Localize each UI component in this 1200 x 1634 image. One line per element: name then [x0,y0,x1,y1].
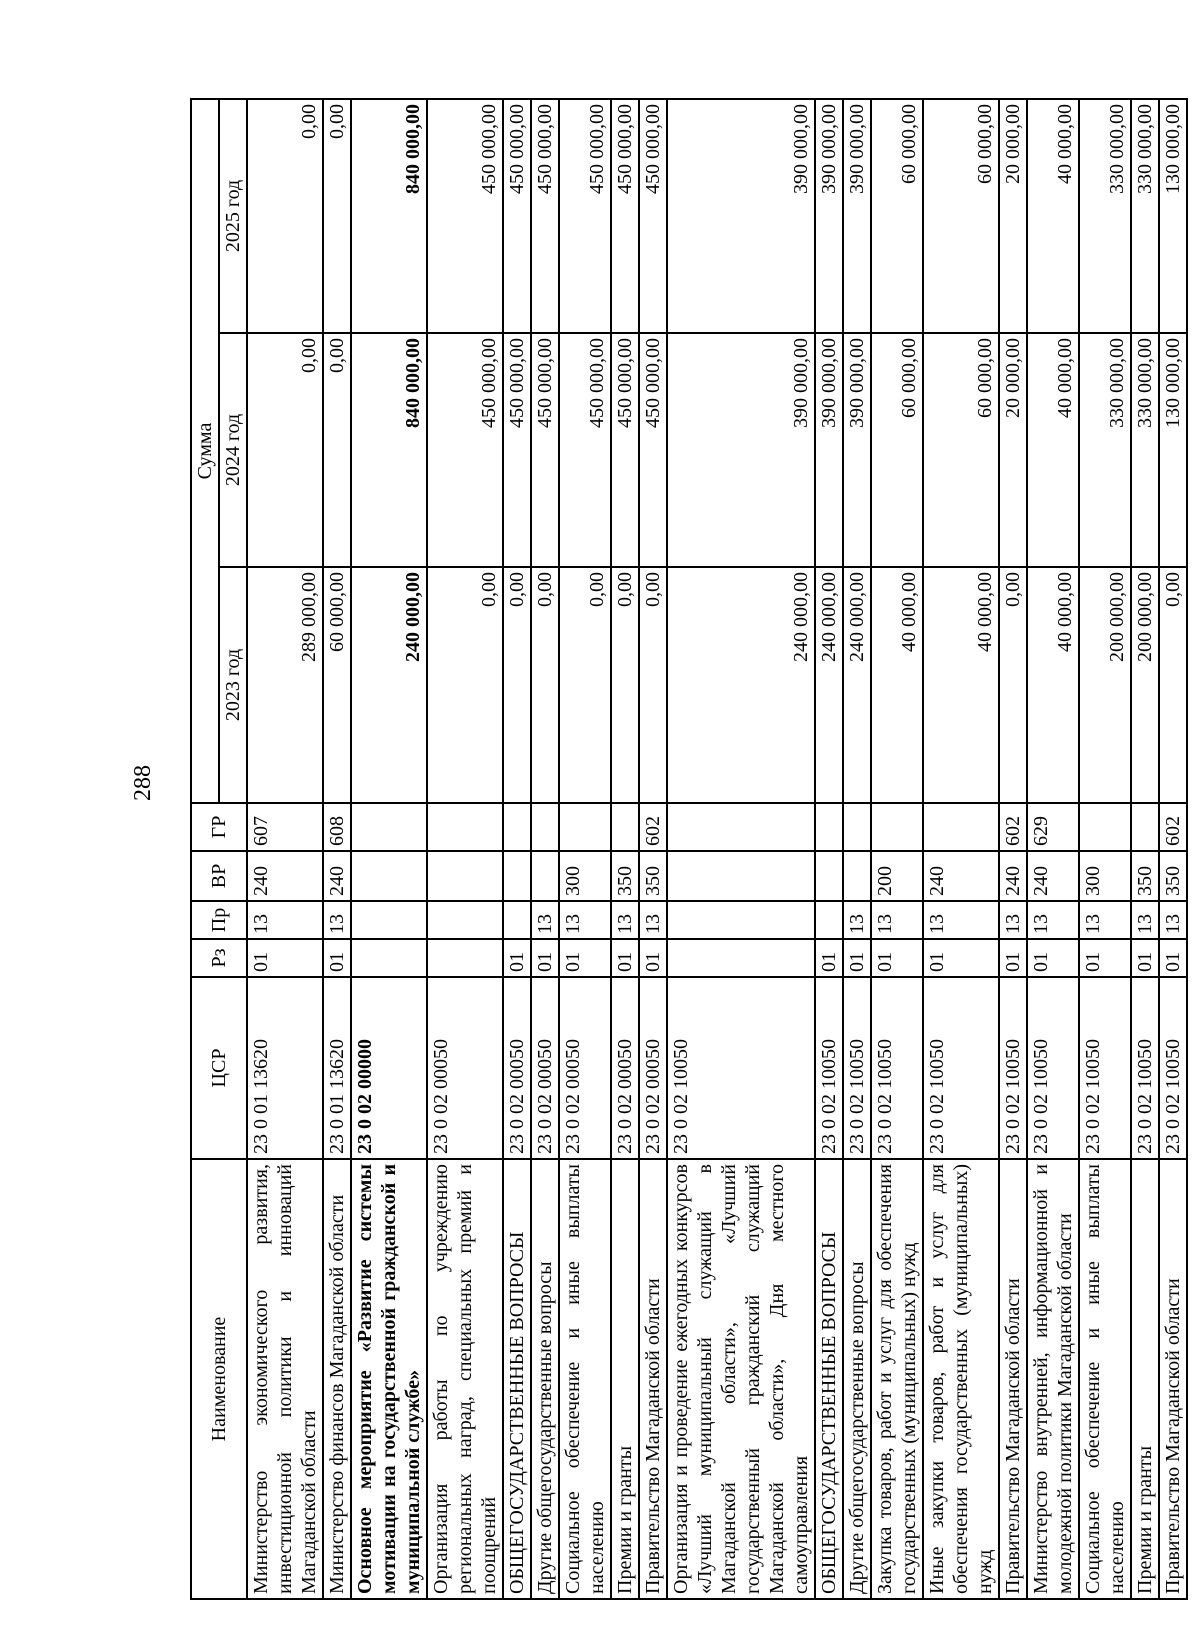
cell-2025: 60 000,00 [871,99,923,333]
cell-2023: 40 000,00 [923,567,999,803]
cell-2024: 60 000,00 [923,333,999,567]
cell-2023: 0,00 [427,567,503,803]
cell-2025: 330 000,00 [1079,99,1131,333]
budget-table [190,98,1188,1600]
cell-2024: 450 000,00 [531,333,559,567]
table-row [1079,99,1131,1599]
cell-gr [427,803,503,851]
cell-2025: 20 000,00 [999,99,1027,333]
cell-name: ОБЩЕГОСУДАРСТВЕННЫЕ ВОПРОСЫ [815,1159,843,1599]
cell-2023: 240 000,00 [351,567,427,803]
cell-2023: 200 000,00 [1131,567,1159,803]
cell-2025: 450 000,00 [639,99,667,333]
table-row [323,99,351,1599]
cell-pr: 13 [531,901,559,939]
table-row [351,99,427,1599]
cell-2025: 390 000,00 [667,99,815,333]
page-number: 288 [130,765,156,801]
cell-csr: 23 0 02 00050 [427,977,503,1159]
cell-2024: 840 000,00 [351,333,427,567]
cell-name: Премии и гранты [611,1159,639,1599]
cell-vr: 300 [559,851,611,901]
cell-name: Другие общегосударственные вопросы [843,1159,871,1599]
cell-2023: 0,00 [611,567,639,803]
cell-vr [667,851,815,901]
cell-vr: 240 [923,851,999,901]
cell-vr: 350 [611,851,639,901]
cell-pr [667,901,815,939]
cell-csr: 23 0 02 00050 [639,977,667,1159]
cell-2025: 450 000,00 [503,99,531,333]
cell-pr: 13 [323,901,351,939]
table-row [1131,99,1159,1599]
cell-2025: 450 000,00 [427,99,503,333]
cell-pr: 13 [999,901,1027,939]
cell-csr: 23 0 02 00050 [559,977,611,1159]
cell-rz: 01 [503,939,531,977]
header-2024: 2024 год [219,333,247,567]
header-pr: Пр [191,901,247,939]
table-row [1027,99,1079,1599]
cell-rz: 01 [871,939,923,977]
cell-rz: 01 [247,939,323,977]
header-sum: Сумма [191,99,219,803]
cell-pr: 13 [611,901,639,939]
cell-csr: 23 0 02 10050 [1079,977,1131,1159]
cell-csr: 23 0 02 10050 [667,977,815,1159]
cell-2025: 0,00 [247,99,323,333]
cell-vr [843,851,871,901]
table-row [531,99,559,1599]
cell-pr [427,901,503,939]
cell-vr [503,851,531,901]
cell-pr: 13 [1159,901,1187,939]
cell-rz: 01 [815,939,843,977]
header-2025: 2025 год [219,99,247,333]
cell-gr [923,803,999,851]
cell-name: Министерство внутренней, информационной и молодежной политики Магаданской области [1027,1159,1079,1599]
cell-pr: 13 [559,901,611,939]
cell-name: ОБЩЕГОСУДАРСТВЕННЫЕ ВОПРОСЫ [503,1159,531,1599]
cell-pr: 13 [871,901,923,939]
cell-gr: 602 [999,803,1027,851]
cell-csr: 23 0 01 13620 [247,977,323,1159]
cell-pr [815,901,843,939]
cell-vr [427,851,503,901]
cell-csr: 23 0 02 10050 [923,977,999,1159]
cell-rz: 01 [1159,939,1187,977]
cell-2024: 450 000,00 [639,333,667,567]
table-row [503,99,531,1599]
cell-gr: 602 [1159,803,1187,851]
header-name: Наименование [191,1159,247,1599]
cell-csr: 23 0 02 00000 [351,977,427,1159]
cell-gr [351,803,427,851]
cell-csr: 23 0 02 10050 [1131,977,1159,1159]
cell-2025: 390 000,00 [815,99,843,333]
cell-vr: 200 [871,851,923,901]
cell-2023: 40 000,00 [1027,567,1079,803]
cell-name: Основное мероприятие «Развитие системы мотивации на государственной гражданской и муниципальной службе» [351,1159,427,1599]
cell-rz [351,939,427,977]
table-body [247,99,1187,1599]
cell-gr [1079,803,1131,851]
cell-2025: 0,00 [323,99,351,333]
cell-vr: 240 [1027,851,1079,901]
cell-2024: 450 000,00 [427,333,503,567]
header-csr: ЦСР [191,977,247,1159]
table-row [639,99,667,1599]
cell-vr: 350 [639,851,667,901]
cell-gr [559,803,611,851]
cell-csr: 23 0 02 10050 [815,977,843,1159]
cell-2025: 60 000,00 [923,99,999,333]
cell-vr: 240 [999,851,1027,901]
cell-csr: 23 0 02 00050 [503,977,531,1159]
cell-vr [531,851,559,901]
cell-name: Организация и проведение ежегодных конкурсов «Лучший муниципальный служащий в Магаданской области», «Лучший государственный гражданский служащий Магаданской области», Дня местного самоуправления [667,1159,815,1599]
table-row [1159,99,1187,1599]
cell-pr: 13 [843,901,871,939]
header-2023: 2023 год [219,567,247,803]
cell-gr: 607 [247,803,323,851]
cell-csr: 23 0 01 13620 [323,977,351,1159]
cell-pr: 13 [1131,901,1159,939]
table-row [247,99,323,1599]
table-row [815,99,843,1599]
header-gr: ГР [191,803,247,851]
cell-gr [531,803,559,851]
cell-name: Социальное обеспечение и иные выплаты населению [1079,1159,1131,1599]
cell-2023: 289 000,00 [247,567,323,803]
cell-rz [667,939,815,977]
cell-2024: 330 000,00 [1131,333,1159,567]
table-row [667,99,815,1599]
cell-2024: 0,00 [323,333,351,567]
cell-2025: 450 000,00 [531,99,559,333]
cell-2024: 0,00 [247,333,323,567]
cell-2023: 240 000,00 [667,567,815,803]
cell-csr: 23 0 02 10050 [1027,977,1079,1159]
cell-2025: 40 000,00 [1027,99,1079,333]
cell-rz: 01 [1131,939,1159,977]
cell-gr: 602 [639,803,667,851]
cell-2024: 450 000,00 [503,333,531,567]
cell-rz: 01 [1027,939,1079,977]
cell-name: Иные закупки товаров, работ и услуг для обеспечения государственных (муниципальных) нужд [923,1159,999,1599]
cell-2023: 200 000,00 [1079,567,1131,803]
cell-gr [871,803,923,851]
cell-vr [815,851,843,901]
cell-2024: 390 000,00 [667,333,815,567]
table-row [871,99,923,1599]
cell-2023: 0,00 [999,567,1027,803]
cell-vr [351,851,427,901]
cell-rz: 01 [639,939,667,977]
cell-2023: 40 000,00 [871,567,923,803]
cell-2024: 390 000,00 [843,333,871,567]
cell-rz: 01 [559,939,611,977]
cell-rz: 01 [923,939,999,977]
cell-vr: 300 [1079,851,1131,901]
cell-name: Премии и гранты [1131,1159,1159,1599]
cell-2023: 0,00 [559,567,611,803]
cell-vr: 240 [323,851,351,901]
rotated-table-container [190,100,1184,1600]
cell-2023: 0,00 [503,567,531,803]
cell-2024: 450 000,00 [559,333,611,567]
cell-gr [503,803,531,851]
cell-2024: 330 000,00 [1079,333,1131,567]
table-row [427,99,503,1599]
cell-gr [815,803,843,851]
header-rz: Рз [191,939,247,977]
cell-gr: 608 [323,803,351,851]
cell-2024: 450 000,00 [611,333,639,567]
cell-name: Закупка товаров, работ и услуг для обеспечения государственных (муниципальных) нужд [871,1159,923,1599]
cell-csr: 23 0 02 10050 [843,977,871,1159]
table-row [999,99,1027,1599]
cell-2025: 840 000,00 [351,99,427,333]
cell-gr: 629 [1027,803,1079,851]
table-row [611,99,639,1599]
cell-2025: 450 000,00 [611,99,639,333]
cell-gr [843,803,871,851]
cell-name: Министерство экономического развития, инвестиционной политики и инноваций Магаданской области [247,1159,323,1599]
cell-2025: 390 000,00 [843,99,871,333]
cell-2023: 0,00 [1159,567,1187,803]
cell-rz: 01 [999,939,1027,977]
cell-vr: 350 [1159,851,1187,901]
cell-pr: 13 [1079,901,1131,939]
cell-csr: 23 0 02 10050 [999,977,1027,1159]
cell-2023: 60 000,00 [323,567,351,803]
cell-pr [351,901,427,939]
cell-rz: 01 [611,939,639,977]
cell-2023: 240 000,00 [843,567,871,803]
cell-vr: 240 [247,851,323,901]
cell-2023: 240 000,00 [815,567,843,803]
cell-2025: 330 000,00 [1131,99,1159,333]
cell-name: Правительство Магаданской области [999,1159,1027,1599]
cell-name: Другие общегосударственные вопросы [531,1159,559,1599]
cell-2024: 60 000,00 [871,333,923,567]
cell-2023: 0,00 [531,567,559,803]
cell-2024: 390 000,00 [815,333,843,567]
cell-2025: 130 000,00 [1159,99,1187,333]
cell-rz: 01 [1079,939,1131,977]
cell-csr: 23 0 02 10050 [1159,977,1187,1159]
cell-pr: 13 [1027,901,1079,939]
table-row [843,99,871,1599]
cell-2023: 0,00 [639,567,667,803]
cell-csr: 23 0 02 00050 [611,977,639,1159]
cell-pr: 13 [639,901,667,939]
cell-gr [1131,803,1159,851]
cell-name: Организация работы по учреждению региональных наград, специальных премий и поощрений [427,1159,503,1599]
cell-2024: 130 000,00 [1159,333,1187,567]
cell-rz [427,939,503,977]
cell-vr: 350 [1131,851,1159,901]
cell-name: Социальное обеспечение и иные выплаты населению [559,1159,611,1599]
cell-pr [503,901,531,939]
cell-pr: 13 [923,901,999,939]
table-header [191,99,247,1599]
cell-gr [667,803,815,851]
cell-gr [611,803,639,851]
header-vr: ВР [191,851,247,901]
cell-name: Правительство Магаданской области [639,1159,667,1599]
cell-rz: 01 [531,939,559,977]
cell-rz: 01 [323,939,351,977]
cell-csr: 23 0 02 10050 [871,977,923,1159]
table-row [559,99,611,1599]
cell-name: Правительство Магаданской области [1159,1159,1187,1599]
cell-2024: 40 000,00 [1027,333,1079,567]
cell-2025: 450 000,00 [559,99,611,333]
cell-csr: 23 0 02 00050 [531,977,559,1159]
cell-pr: 13 [247,901,323,939]
cell-2024: 20 000,00 [999,333,1027,567]
cell-name: Министерство финансов Магаданской области [323,1159,351,1599]
cell-rz: 01 [843,939,871,977]
table-row [923,99,999,1599]
